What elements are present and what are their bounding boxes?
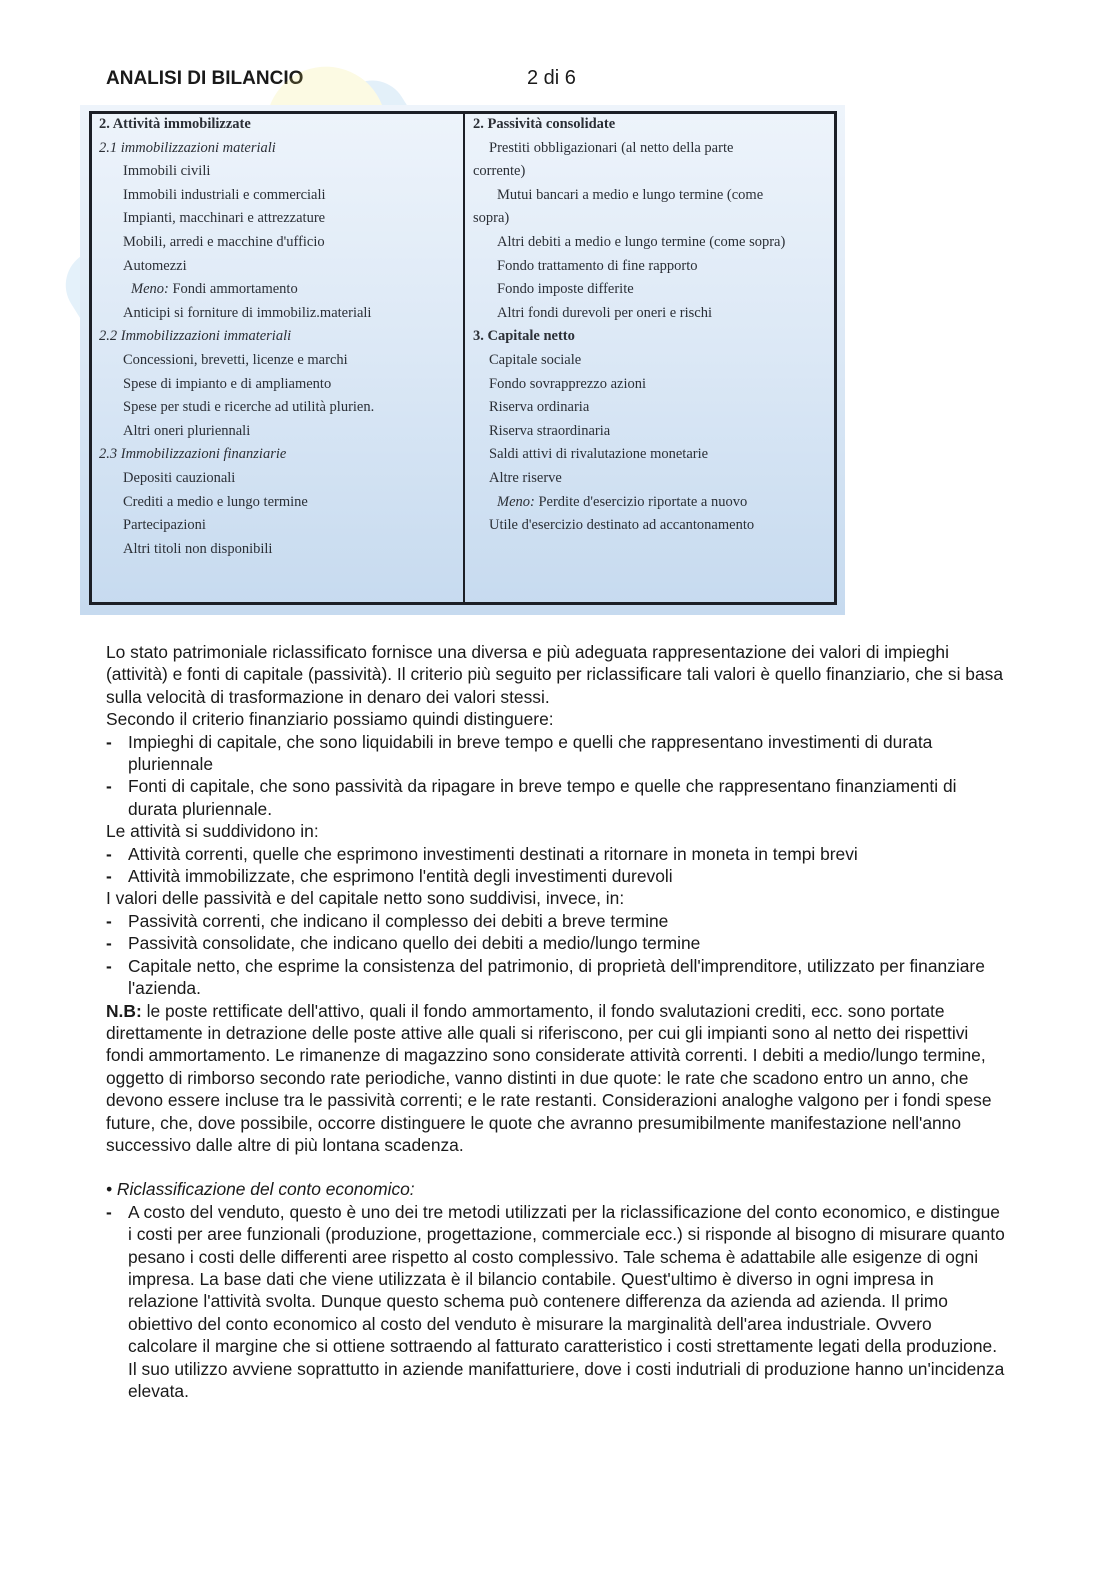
row-label: Partecipazioni <box>123 517 206 534</box>
intro-paragraph: Lo stato patrimoniale riclassificato fornisce una diversa e più adeguata rappresentazione dei valori di impieghi (attività) e fonti di capitale (passività). Il criterio più seguito per riclassificare tali valori è quello finanziario, che si basa sulla velocità di trasformazione in denaro dei valori stessi. <box>106 642 1003 707</box>
table-row <box>489 399 589 416</box>
table-row <box>489 423 610 440</box>
row-label: Utile d'esercizio destinato ad accantonamento <box>489 517 755 534</box>
list-item: - Passività consolidate, che indicano quello dei debiti a medio/lungo termine <box>106 932 1006 954</box>
row-label: Impianti, macchinari e attrezzature <box>123 210 326 227</box>
row-label: Depositi cauzionali <box>123 470 236 486</box>
row-label: 2. Attività immobilizzate <box>99 116 251 132</box>
table-row <box>497 305 712 322</box>
row-label: 2.2 Immobilizzazioni immateriali <box>99 328 292 345</box>
row-label: Fondo trattamento di fine rapporto <box>497 257 698 274</box>
row-label: Anticipi si forniture di immobiliz.materiali <box>123 304 372 321</box>
nb-text: le poste rettificate dell'attivo, quali il fondo ammortamento, il fondo svalutazioni crediti, ecc. sono portate direttamente in detrazione delle poste attive alle quali si riferiscono, per cui gli impianti sono al netto dei rispettivi fondi ammortamento. Le rimanenze di magazzino sono considerate attività correnti. I debiti a medio/lungo termine, oggetto di rimborso secondo rate periodiche, vanno distinti in due quote: le rate che scadono entro un anno, che devono essere incluse tra le passività correnti; e le rate restanti. Considerazioni analoghe valgono per i fondi spese future, che, dove possibile, occorre distinguere le quote che avranno presumibilmente manifestazione nell'anno successivo dalle altre di più lontana scadenza. <box>106 1000 992 1155</box>
table-row <box>123 258 187 275</box>
row-label: 2.3 Immobilizzazioni finanziarie <box>99 446 287 463</box>
row-label: Saldi attivi di rivalutazione monetarie <box>489 446 709 463</box>
passivita-paragraph: I valori delle passività e del capitale netto sono suddivisi, invece, in: <box>106 888 625 909</box>
row-label: Altri oneri pluriennali <box>123 422 251 439</box>
table-row <box>123 541 272 558</box>
row-label: Fondo imposte differite <box>497 281 634 298</box>
table-row <box>123 517 206 534</box>
table-row <box>99 328 291 345</box>
table-row <box>123 210 325 227</box>
table-row <box>99 446 286 463</box>
row-label: Mutui bancari a medio e lungo termine (come <box>497 186 764 203</box>
table-row <box>489 140 733 157</box>
document-title: ANALISI DI BILANCIO <box>106 68 304 89</box>
table-row <box>473 328 575 345</box>
table-row <box>123 163 210 180</box>
table-row <box>497 234 785 251</box>
row-label: Fondo sovrapprezzo azioni <box>489 375 647 392</box>
row-prefix: Meno: <box>497 493 535 510</box>
table-row <box>489 352 581 369</box>
row-label: Immobili civili <box>123 163 211 180</box>
row-label: Perdite d'esercizio riportate a nuovo <box>538 493 748 510</box>
table-row <box>99 116 251 133</box>
table-row <box>473 163 525 180</box>
table-row <box>123 423 250 440</box>
criterio-paragraph: Secondo il criterio finanziario possiamo quindi distinguere: <box>106 709 554 730</box>
table-row <box>131 281 298 298</box>
row-label: 3. Capitale netto <box>473 328 575 345</box>
page-number: 2 di 6 <box>527 67 576 89</box>
row-label: Immobili industriali e commerciali <box>123 186 326 203</box>
table-row <box>123 494 308 511</box>
table-row <box>497 258 698 275</box>
row-label: Spese di impianto e di ampliamento <box>123 375 332 392</box>
table-row <box>497 494 747 511</box>
nb-label: N.B: <box>106 1000 142 1021</box>
row-label: Mobili, arredi e macchine d'ufficio <box>123 234 325 250</box>
list-item: - Passività correnti, che indicano il complesso dei debiti a breve termine <box>106 910 1006 932</box>
table-row <box>489 470 562 487</box>
table-row <box>489 446 708 463</box>
row-label: Altre riserve <box>489 470 562 486</box>
list-item: - Fonti di capitale, che sono passività da ripagare in breve tempo e quelle che rappresentano finanziamenti di durata pluriennale. <box>106 775 1006 820</box>
list-item: - A costo del venduto, questo è uno dei tre metodi utilizzati per la riclassificazione del conto economico, e distingue i costi per aree funzionali (produzione, progettazione, commerciale ecc.) si risponde al bisogno di misurare quanto pesano i costi delle differenti aree rispetto al costo complessivo. Tale schema è adattabile alle esigenze di ogni impresa. La base dati che viene utilizzata è il bilancio contabile. Quest'ultimo è diverso in ogni impresa in relazione l'attività svolta. Dunque questo schema può contenere differenza da azienda ad azienda. Il primo obiettivo del conto economico al costo del venduto è misurare la marginalità dell'area industriale. Ovvero calcolare il margine che si ottiene sottraendo al fatturato caratteristico i costi strettamente legati della produzione. Il suo utilizzo avviene soprattutto in aziende manifatturiere, dove i costi indutriali di produzione hanno un'incidenza elevata. <box>106 1201 1006 1403</box>
body-text <box>106 641 1006 1402</box>
row-label: Riserva straordinaria <box>489 422 611 439</box>
row-label: Fondi ammortamento <box>172 281 298 298</box>
row-label: Spese per studi e ricerche ad utilità plurien. <box>123 399 375 416</box>
list-item: - Attività immobilizzate, che esprimono l'entità degli investimenti durevoli <box>106 865 1006 887</box>
column-divider <box>463 111 465 605</box>
row-label: Concessioni, brevetti, licenze e marchi <box>123 352 348 368</box>
list-item: - Capitale netto, che esprime la consistenza del patrimonio, di proprietà dell'imprenditore, utilizzato per finanziare l'azienda. <box>106 955 1006 1000</box>
table-row <box>497 281 634 298</box>
list-item: - Impieghi di capitale, che sono liquidabili in breve tempo e quelli che rappresentano investimenti di durata pluriennale <box>106 731 1006 776</box>
attivita-paragraph: Le attività si suddividono in: <box>106 821 319 842</box>
row-label: Riserva ordinaria <box>489 399 590 416</box>
table-row <box>473 210 509 227</box>
table-row <box>99 140 276 157</box>
row-label: Altri titoli non disponibili <box>123 540 273 557</box>
row-label: Altri fondi durevoli per oneri e rischi <box>497 304 713 321</box>
row-label: 2.1 immobilizzazioni materiali <box>99 139 276 156</box>
row-label: Crediti a medio e lungo termine <box>123 493 308 510</box>
row-label: Capitale sociale <box>489 352 582 368</box>
table-row <box>473 116 615 133</box>
row-label: Altri debiti a medio e lungo termine (come sopra) <box>497 234 786 250</box>
table-row <box>497 187 763 204</box>
row-label: corrente) <box>473 163 526 180</box>
table-row <box>489 517 754 534</box>
row-label: sopra) <box>473 210 510 227</box>
row-label: Automezzi <box>123 257 187 274</box>
list-item: - Attività correnti, quelle che esprimono investimenti destinati a ritornare in moneta in tempi brevi <box>106 843 1006 865</box>
row-label: Prestiti obbligazionari (al netto della parte <box>489 139 734 156</box>
nb-paragraph <box>106 1000 1006 1157</box>
table-row <box>489 376 646 393</box>
table-row <box>123 399 374 416</box>
table-row <box>123 234 325 251</box>
table-row <box>123 305 371 322</box>
row-prefix: Meno: <box>131 281 169 298</box>
section-heading: • Riclassificazione del conto economico: <box>106 1179 415 1200</box>
table-row <box>123 470 235 487</box>
row-label: 2. Passività consolidate <box>473 116 616 132</box>
table-row <box>123 187 326 204</box>
table-row <box>123 352 348 369</box>
table-row <box>123 376 331 393</box>
